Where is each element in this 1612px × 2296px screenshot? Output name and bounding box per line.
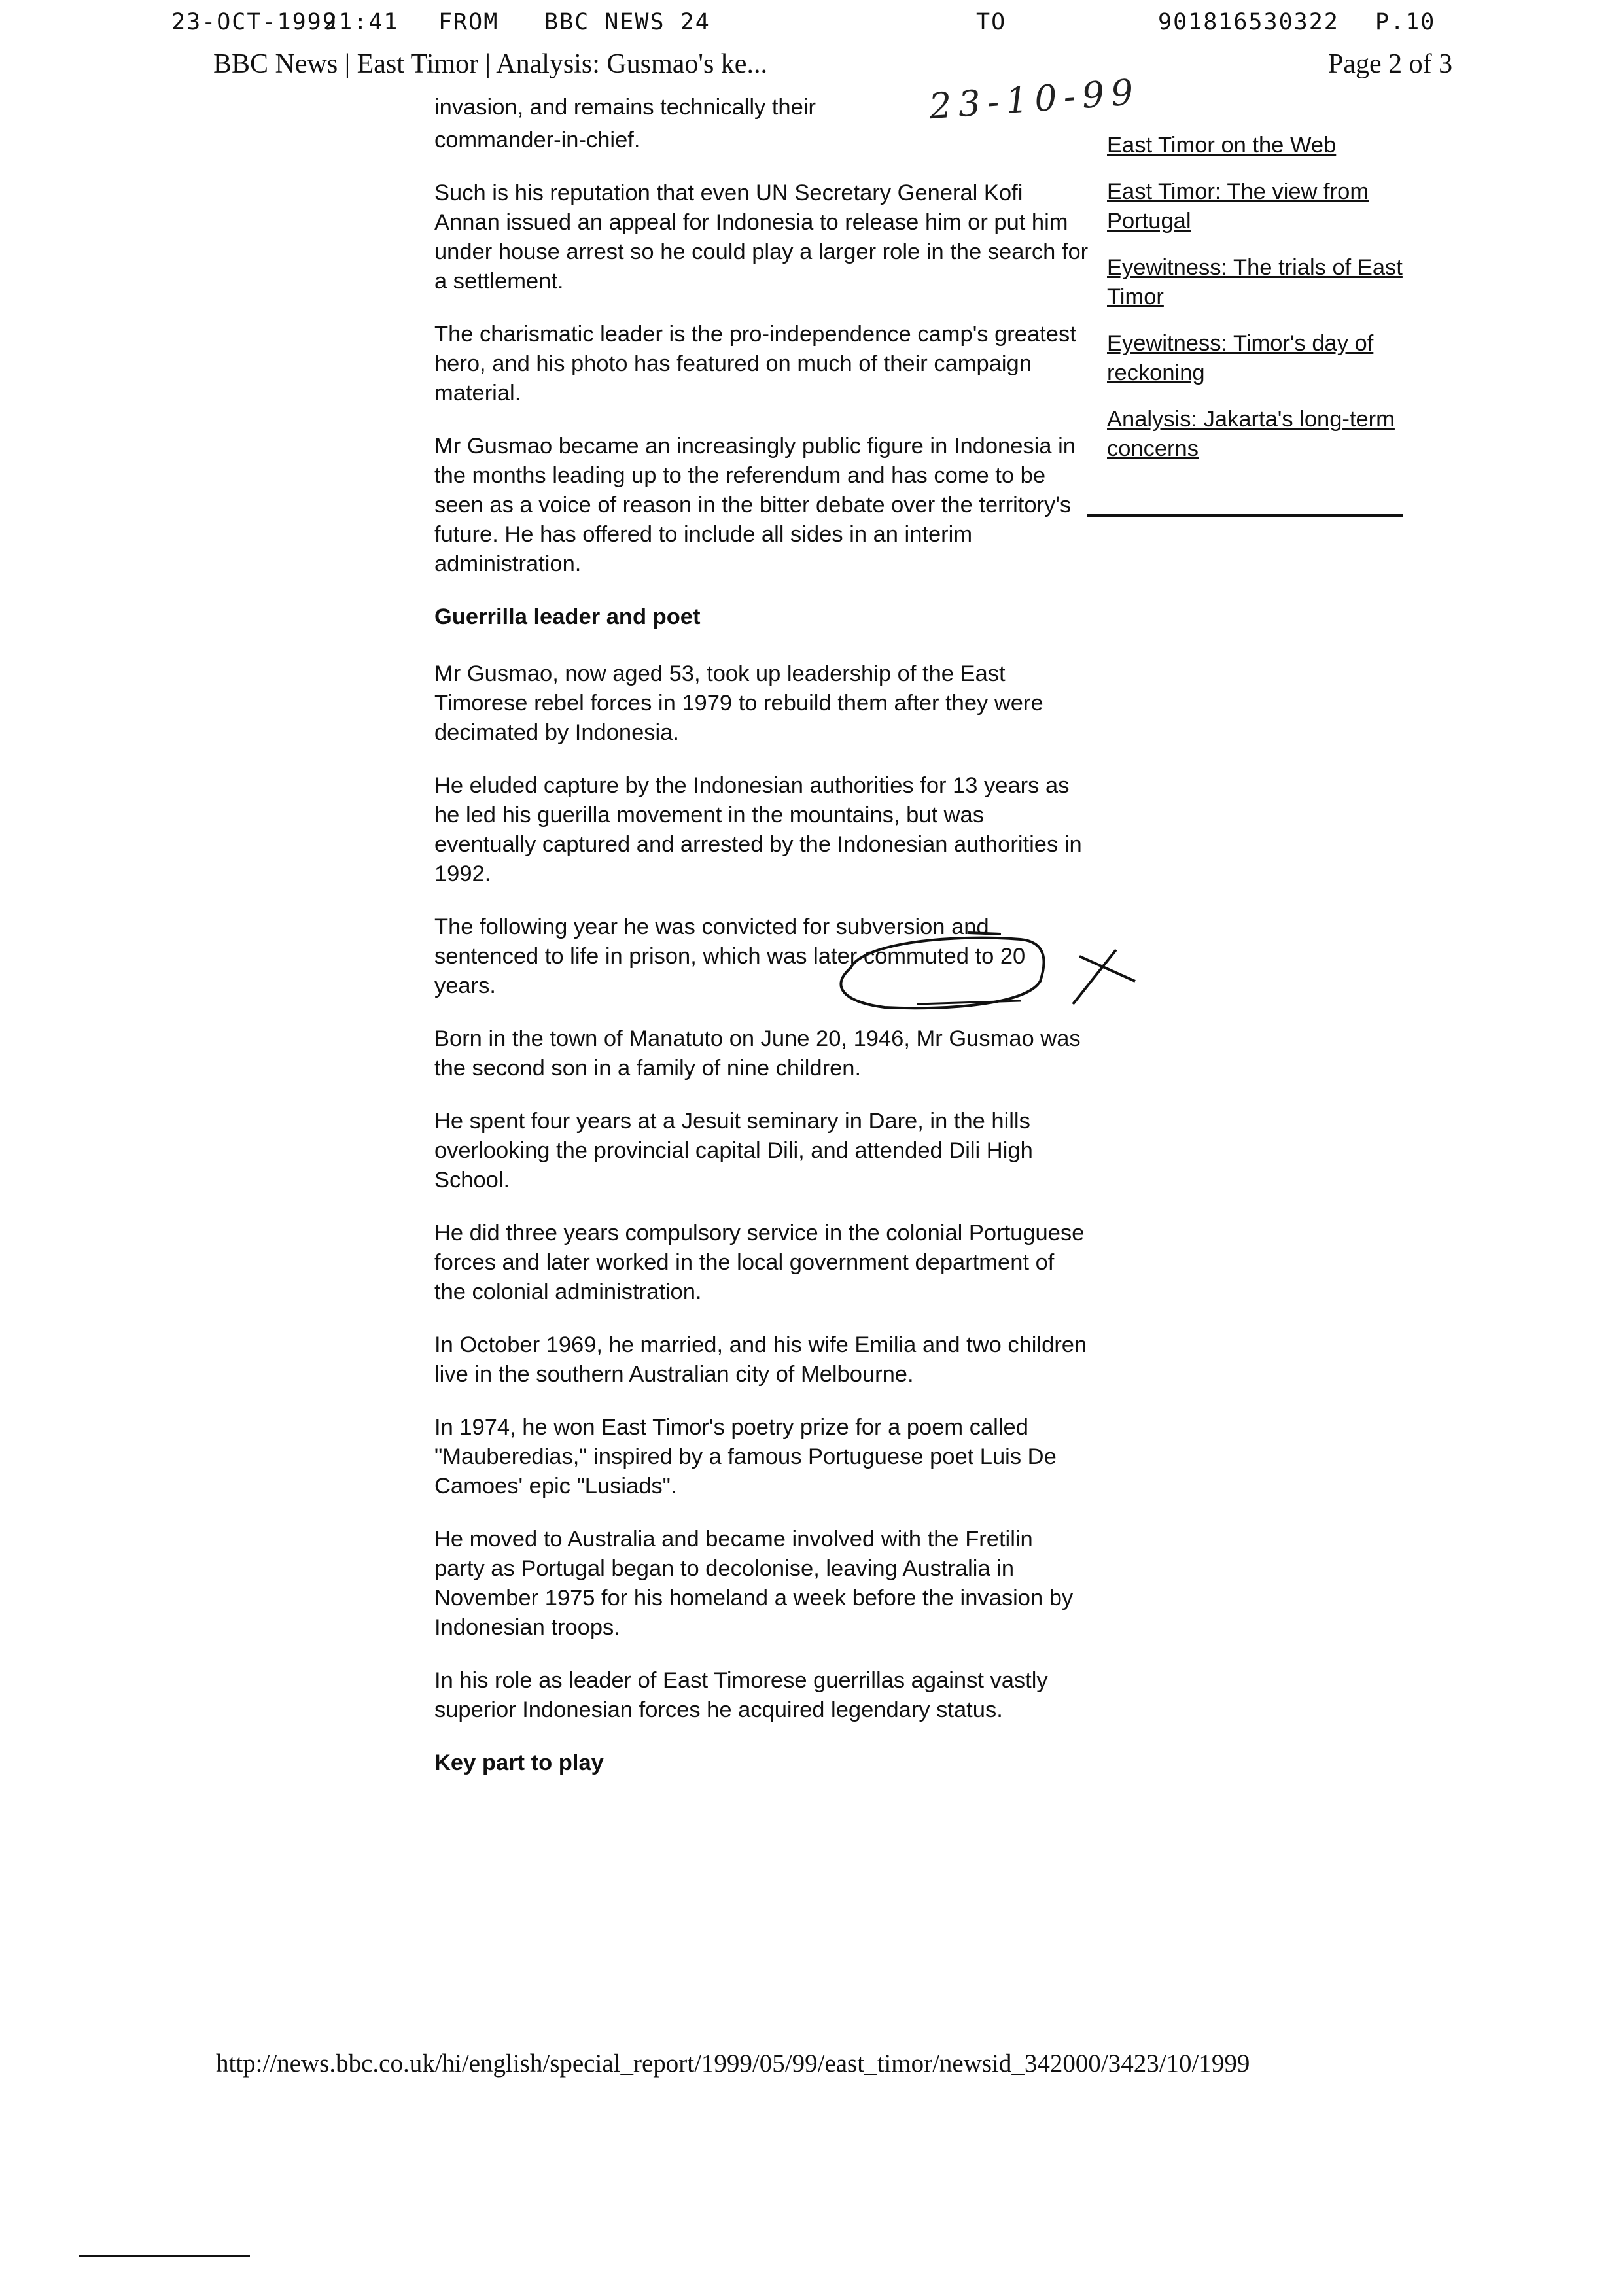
fax-date: 23-OCT-1999 [171, 9, 338, 35]
cut-off-line: invasion, and remains technically their [434, 95, 816, 120]
footer-divider [79, 2255, 250, 2257]
link-timors-day-of-reckoning[interactable]: Eyewitness: Timor's day of reckoning [1107, 331, 1374, 385]
article-paragraph: He spent four years at a Jesuit seminary in Dare, in the hills overlooking the provincial capital Dili, and attended Dili High School. [434, 1109, 1033, 1192]
link-trials-of-east-timor[interactable]: Eyewitness: The trials of East Timor [1107, 255, 1403, 309]
article-paragraph: In his role as leader of East Timorese guerrillas against vastly superior Indonesian forces he acquired legendary status. [434, 1668, 1048, 1722]
link-jakartas-concerns[interactable]: Analysis: Jakarta's long-term concerns [1107, 407, 1395, 461]
article-paragraph: Born in the town of Manatuto on June 20, 1946, Mr Gusmao was the second son in a family of nine children. [434, 1026, 1081, 1081]
sidebar-divider [1087, 514, 1403, 517]
related-links-sidebar [1107, 131, 1408, 481]
fax-from: BBC NEWS 24 [544, 9, 710, 35]
fax-number: 901816530322 [1158, 9, 1339, 35]
fax-from-label: FROM [438, 9, 499, 35]
fax-time: 21:41 [323, 9, 399, 35]
fax-header [171, 5, 1480, 38]
fax-to-label: TO [976, 9, 1007, 35]
link-east-timor-web[interactable]: East Timor on the Web [1107, 133, 1337, 158]
article-paragraph: Mr Gusmao became an increasingly public figure in Indonesia in the months leading up to the referendum and has come to be seen as a voice of reason in the bitter debate over the territory's future. He has offered to include all sides in an interim administration. [434, 434, 1076, 576]
article-paragraph: He moved to Australia and became involved with the Fretilin party as Portugal began to decolonise, leaving Australia in November 1975 for his homeland a week before the invasion by Indonesian troops. [434, 1527, 1074, 1640]
fax-page: P.10 [1375, 9, 1436, 35]
print-header-title: BBC News | East Timor | Analysis: Gusmao's ke... [213, 49, 767, 79]
article-body [434, 95, 1089, 1805]
article-paragraph: He eluded capture by the Indonesian authorities for 13 years as he led his guerilla movement in the mountains, but was eventually captured and arrested by the Indonesian authorities in 1992. [434, 773, 1082, 886]
article-paragraph: He did three years compulsory service in the colonial Portuguese forces and later worked in the local government department of the colonial administration. [434, 1221, 1085, 1304]
article-paragraph: The following year he was convicted for subversion and sentenced to life in prison, which was later commuted to 20 years. [434, 914, 1026, 998]
article-paragraph: Such is his reputation that even UN Secretary General Kofi Annan issued an appeal for Indonesia to release him or put him under house arrest so he could play a larger role in the search for a settlement. [434, 181, 1089, 294]
footer-url: http://news.bbc.co.uk/hi/english/special_report/1999/05/99/east_timor/newsid_342000/3423/10/1999 [216, 2049, 1250, 2078]
subhead-guerrilla: Guerrilla leader and poet [434, 604, 701, 629]
article-paragraph: In October 1969, he married, and his wife Emilia and two children live in the southern Australian city of Melbourne. [434, 1332, 1087, 1387]
article-paragraph: The charismatic leader is the pro-independence camp's greatest hero, and his photo has featured on much of their campaign material. [434, 322, 1076, 406]
link-view-from-portugal[interactable]: East Timor: The view from Portugal [1107, 179, 1369, 234]
handwritten-date: 23-10-99 [928, 71, 1142, 128]
article-paragraph: In 1974, he won East Timor's poetry prize for a poem called "Mauberedias," inspired by a famous Portuguese poet Luis De Camoes' epic "Lusiads". [434, 1415, 1057, 1499]
subhead-key-part: Key part to play [434, 1750, 604, 1775]
article-paragraph: commander-in-chief. [434, 128, 640, 152]
print-header-page: Page 2 of 3 [1328, 49, 1453, 79]
article-paragraph: Mr Gusmao, now aged 53, took up leadership of the East Timorese rebel forces in 1979 to rebuild them after they were decimated by Indonesia. [434, 661, 1043, 745]
